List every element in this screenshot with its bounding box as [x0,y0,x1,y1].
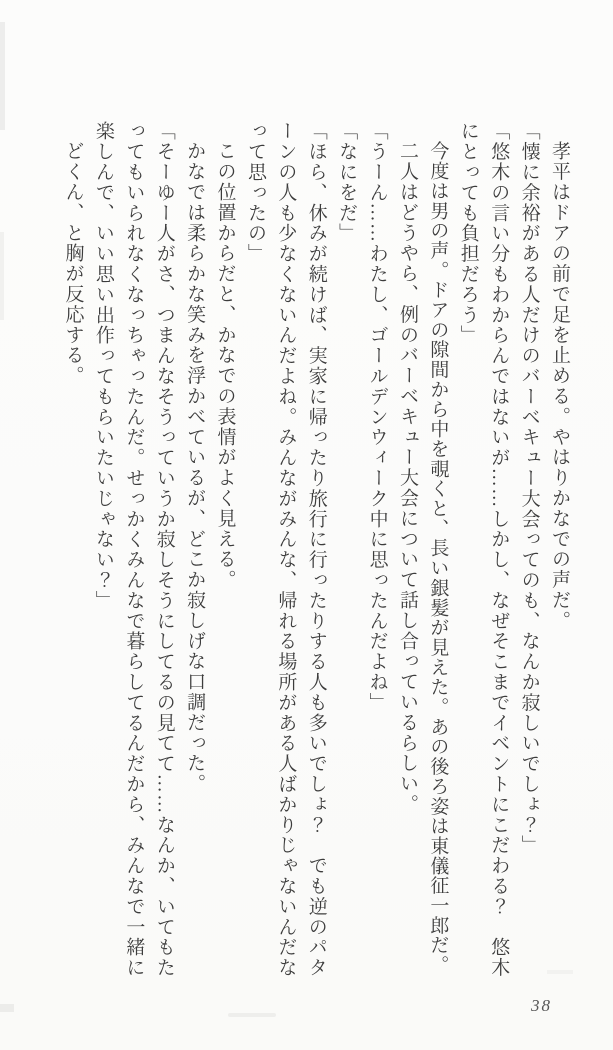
scan-artifact [228,1013,276,1017]
body-text [56,121,574,979]
paragraph: 孝平はドアの前で足を止める。やはりかなでの声だ。 [549,141,570,631]
scan-artifact [0,232,4,320]
paragraph: 「うーん……わたし、ゴールデンウィーク中に思ったんだよね」 [366,121,388,713]
paragraph: 今度は男の声。ドアの隙間から中を覗くと、長い銀髪が見えた。あの後ろ姿は東儀征一郎だ。 [427,141,449,976]
paragraph: 「そーゆー人がさ、つまんなそうっていうか寂しそうにしてるの見てて……なんか、いてもたってもいられなくなっちゃったんだ。せっかくみんなで暮らしてるんだから、みんなで一緒に楽しんで、いい思い出作ってもらいたいじゃない？」 [92,121,175,978]
scan-artifact [0,22,5,130]
paragraph: 「悠木の言い分もわからんではないが……しかし、なぜそこまでイベントにこだわる？ 悠木にとっても負担だろう」 [457,121,510,978]
paragraph: どくん、と胸が反応する。 [62,141,84,387]
paragraph: 「なにをだ」 [336,121,358,244]
page-number: 38 [531,996,552,1015]
paragraph: かなでは柔らかな笑みを浮かべているが、どこか寂しげな口調だった。 [184,141,206,795]
paragraph: この位置からだと、かなでの表情がよく見える。 [214,141,236,591]
scan-artifact [0,1004,14,1012]
paragraph: 「ほら、休みが続けば、実家に帰ったり旅行に行ったりする人も多いでしょ？ でも逆のパターンの人も少なくないんだよね。みんながみんな、帰れる場所がある人ばかりじゃないんだなって思ったの」 [244,121,327,978]
paragraph: 「懐に余裕がある人だけのバーベキュー大会ってのも、なんか寂しいでしょ？」 [518,121,540,856]
paragraph: 二人はどうやら、例のバーベキュー大会について話し合っているらしい。 [396,141,418,815]
